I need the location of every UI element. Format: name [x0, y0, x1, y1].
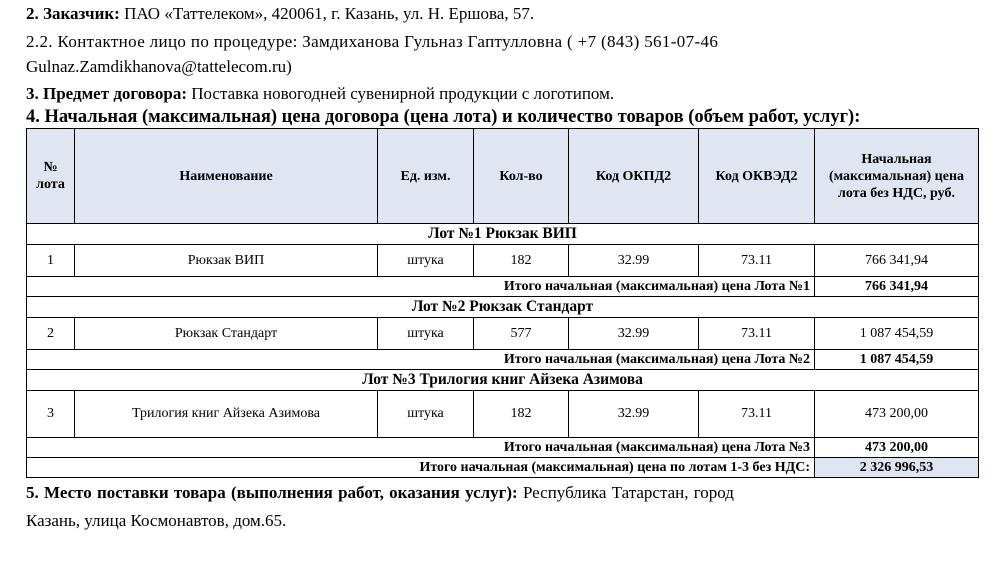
cell-unit: штука — [378, 245, 474, 277]
cell-okved: 73.11 — [699, 318, 815, 350]
cell-qty: 182 — [474, 391, 569, 438]
grand-total-value: 2 326 996,53 — [815, 458, 979, 478]
cell-okpd: 32.99 — [569, 391, 699, 438]
lot-title: Лот №3 Трилогия книг Айзека Азимова — [27, 370, 979, 391]
lot-total-label: Итого начальная (максимальная) цена Лота №2 — [27, 350, 815, 370]
contact-line-2 — [26, 54, 976, 79]
subject-label: 3. Предмет договора: — [26, 84, 187, 103]
customer-line — [26, 1, 976, 26]
cell-lot-no: 1 — [27, 245, 75, 277]
lot-total-label: Итого начальная (максимальная) цена Лота №3 — [27, 438, 815, 458]
subject-line — [26, 81, 976, 106]
delivery-line-2 — [26, 508, 976, 533]
subject-text: Поставка новогодней сувенирной продукции с логотипом. — [186, 84, 615, 103]
lot-total-value: 473 200,00 — [815, 438, 979, 458]
header-name: Наименование — [75, 129, 378, 224]
header-qty: Кол-во — [474, 129, 569, 224]
lot-total-row — [27, 438, 979, 458]
lot-title-row — [27, 297, 979, 318]
cell-qty: 577 — [474, 318, 569, 350]
cell-price: 766 341,94 — [815, 245, 979, 277]
cell-okpd: 32.99 — [569, 318, 699, 350]
header-unit: Ед. изм. — [378, 129, 474, 224]
table-row — [27, 318, 979, 350]
delivery-label: 5. Место поставки товара (выполнения работ, оказания услуг): — [26, 483, 518, 502]
cell-name: Рюкзак ВИП — [75, 245, 378, 277]
lot-total-value: 1 087 454,59 — [815, 350, 979, 370]
delivery-text-2: Казань, улица Космонавтов, дом.65. — [26, 511, 287, 530]
cell-price: 473 200,00 — [815, 391, 979, 438]
cell-qty: 182 — [474, 245, 569, 277]
header-lot-no: № лота — [27, 129, 75, 224]
customer-label: 2. Заказчик: — [26, 4, 120, 23]
lot-total-value: 766 341,94 — [815, 277, 979, 297]
customer-text: ПАО «Таттелеком», 420061, г. Казань, ул. Н. Ершова, 57. — [119, 4, 535, 23]
lot-total-row — [27, 350, 979, 370]
lot-title: Лот №2 Рюкзак Стандарт — [27, 297, 979, 318]
lot-total-row — [27, 277, 979, 297]
table-row — [27, 245, 979, 277]
cell-lot-no: 2 — [27, 318, 75, 350]
lot-title: Лот №1 Рюкзак ВИП — [27, 224, 979, 245]
document-page — [26, 0, 976, 533]
header-price: Начальная (максимальная) цена лота без НДС, руб. — [815, 129, 979, 224]
cell-name: Трилогия книг Айзека Азимова — [75, 391, 378, 438]
contact-text-2: Gulnaz.Zamdikhanova@tattelecom.ru) — [26, 57, 292, 76]
price-table — [26, 128, 979, 478]
cell-name: Рюкзак Стандарт — [75, 318, 378, 350]
cell-price: 1 087 454,59 — [815, 318, 979, 350]
cell-okved: 73.11 — [699, 391, 815, 438]
cell-unit: штука — [378, 318, 474, 350]
delivery-line-1 — [26, 480, 976, 505]
cell-lot-no: 3 — [27, 391, 75, 438]
lot-title-row — [27, 224, 979, 245]
grand-total-label: Итого начальная (максимальная) цена по лотам 1-3 без НДС: — [27, 458, 815, 478]
price-heading: 4. Начальная (максимальная) цена договора (цена лота) и количество товаров (объем работ, услуг): — [26, 107, 861, 127]
header-okved: Код ОКВЭД2 — [699, 129, 815, 224]
delivery-text-1: Республика Татарстан, город — [517, 483, 734, 502]
cell-okpd: 32.99 — [569, 245, 699, 277]
cell-unit: штука — [378, 391, 474, 438]
lot-title-row — [27, 370, 979, 391]
grand-total-row — [27, 458, 979, 478]
table-row — [27, 391, 979, 438]
lot-total-label: Итого начальная (максимальная) цена Лота №1 — [27, 277, 815, 297]
header-okpd: Код ОКПД2 — [569, 129, 699, 224]
cell-okved: 73.11 — [699, 245, 815, 277]
table-header-row — [27, 129, 979, 224]
contact-text-1: 2.2. Контактное лицо по процедуре: Замдиханова Гульназ Гаптулловна ( +7 (843) 561-07-46 — [26, 32, 719, 51]
contact-line-1 — [26, 29, 976, 54]
